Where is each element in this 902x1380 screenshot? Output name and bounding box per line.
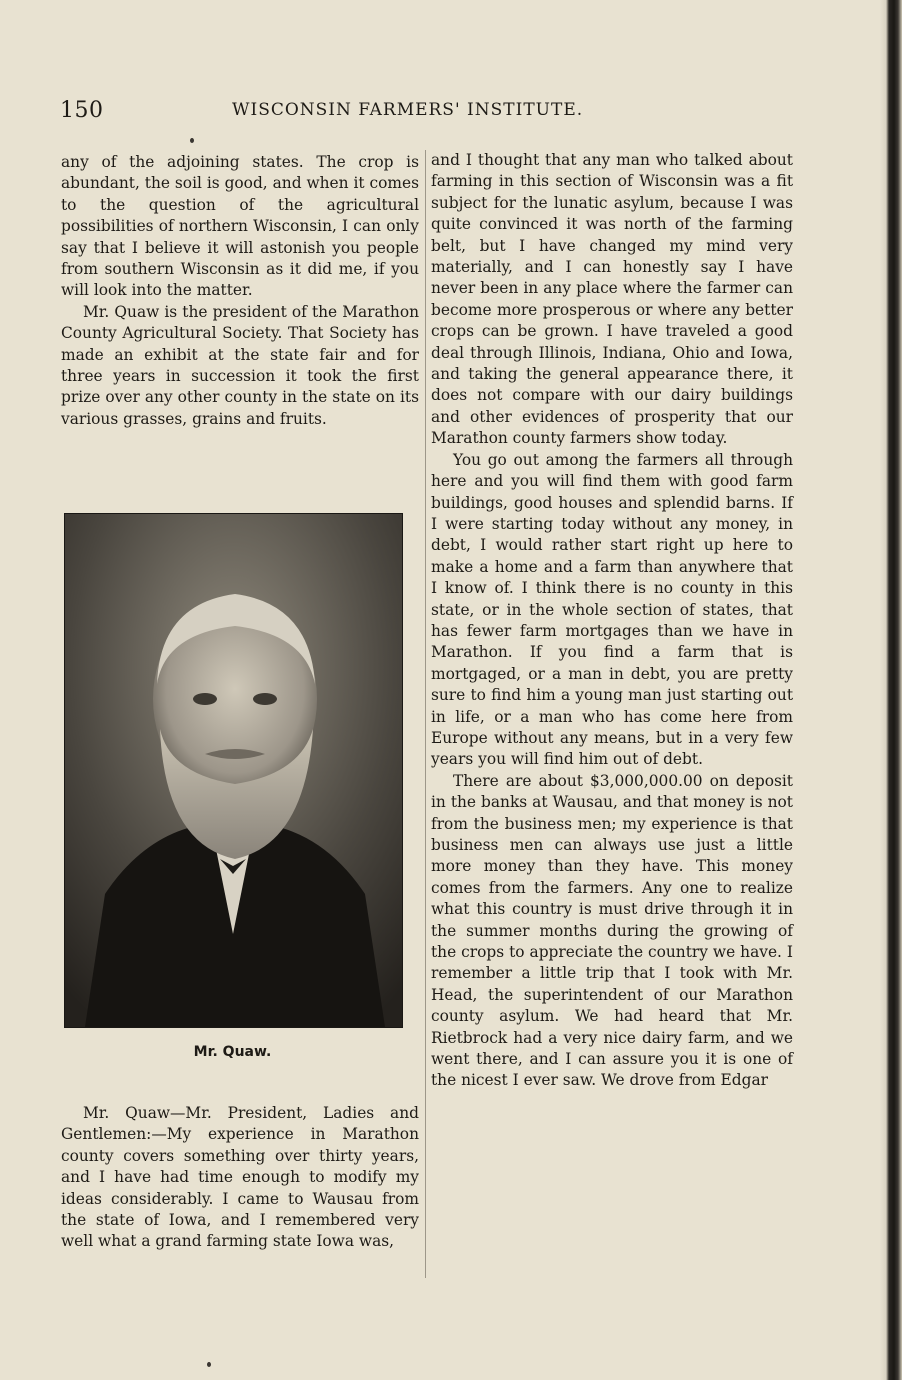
paragraph: Mr. Quaw—Mr. President, Ladies and Gentlemen:—My experience in Marathon county covers something over thirty years, and I have had time enough to modify my ideas considerably. I came to Wausau from the state of Iowa, and I remembered very well what a grand farming state Iowa was,: [61, 1104, 419, 1251]
paragraph: Mr. Quaw is the president of the Marathon County Agricultural Society. That Society has made an exhibit at the state fair and for three years in succession it took the first prize over any other county in the state on its various grasses, grains and fruits.: [61, 302, 419, 428]
right-column: [431, 150, 793, 1092]
paragraph: and I thought that any man who talked about farming in this section of Wisconsin was a fit subject for the lunatic asylum, because I was quite convinced it was north of the farming belt, but I have changed my mind very materially, and I can honestly say I have never been in any place where the farmer can become more prosperous or where any better crops can be grown. I have traveled a good deal through Illinois, Indiana, Ohio and Iowa, and taking the general appearance there, it does not compare with our dairy buildings and other evidences of prosperity that our Marathon county farmers show today.: [431, 151, 793, 448]
left-column-top: [61, 152, 419, 430]
page-binding-edge: [880, 0, 902, 1380]
portrait-illustration: [65, 514, 402, 1027]
page-header: [60, 98, 820, 128]
paragraph: You go out among the farmers all through here and you will find them with good farm buildings, good houses and splendid barns. If I were starting today without any money, in debt, I would rather start right up here to make a home and a farm than anywhere that I know of. I think there is no county in this state, or in the whole section of states, that has fewer farm mortgages than we have in Marathon. If you find a farm that is mortgaged, or a man in debt, you are pretty sure to find him a young man just starting out in life, or a man who has come here from Europe without any means, but in a very few years you will find him out of debt.: [431, 450, 793, 769]
ink-speck: [190, 138, 194, 143]
page-number: 150: [60, 98, 104, 123]
left-column-bottom: [61, 1103, 419, 1253]
portrait-photo: [64, 513, 403, 1028]
running-head: WISCONSIN FARMERS' INSTITUTE.: [232, 100, 584, 120]
ink-speck: [207, 1362, 211, 1367]
paragraph: There are about $3,000,000.00 on deposit in the banks at Wausau, and that money is not from the business men; my experience is that business men can always use just a little more money than they have. This money comes from the farmers. Any one to realize what this country is must drive through it in the summer months during the growing of the crops to appreciate the country we have. I remember a little trip that I took with Mr. Head, the superintendent of our Marathon county asylum. We had heard that Mr. Rietbrock had a very nice dairy farm, and we went there, and I can assure you it is one of the nicest I ever saw. We drove from Edgar: [431, 771, 793, 1090]
column-divider: [425, 150, 426, 1278]
figure-caption: Mr. Quaw.: [193, 1044, 272, 1060]
paragraph: any of the adjoining states. The crop is abundant, the soil is good, and when it comes to the question of the agricultural possibilities of northern Wisconsin, I can only say that I believe it will astonish you people from southern Wisconsin as it did me, if you will look into the matter.: [61, 153, 419, 300]
